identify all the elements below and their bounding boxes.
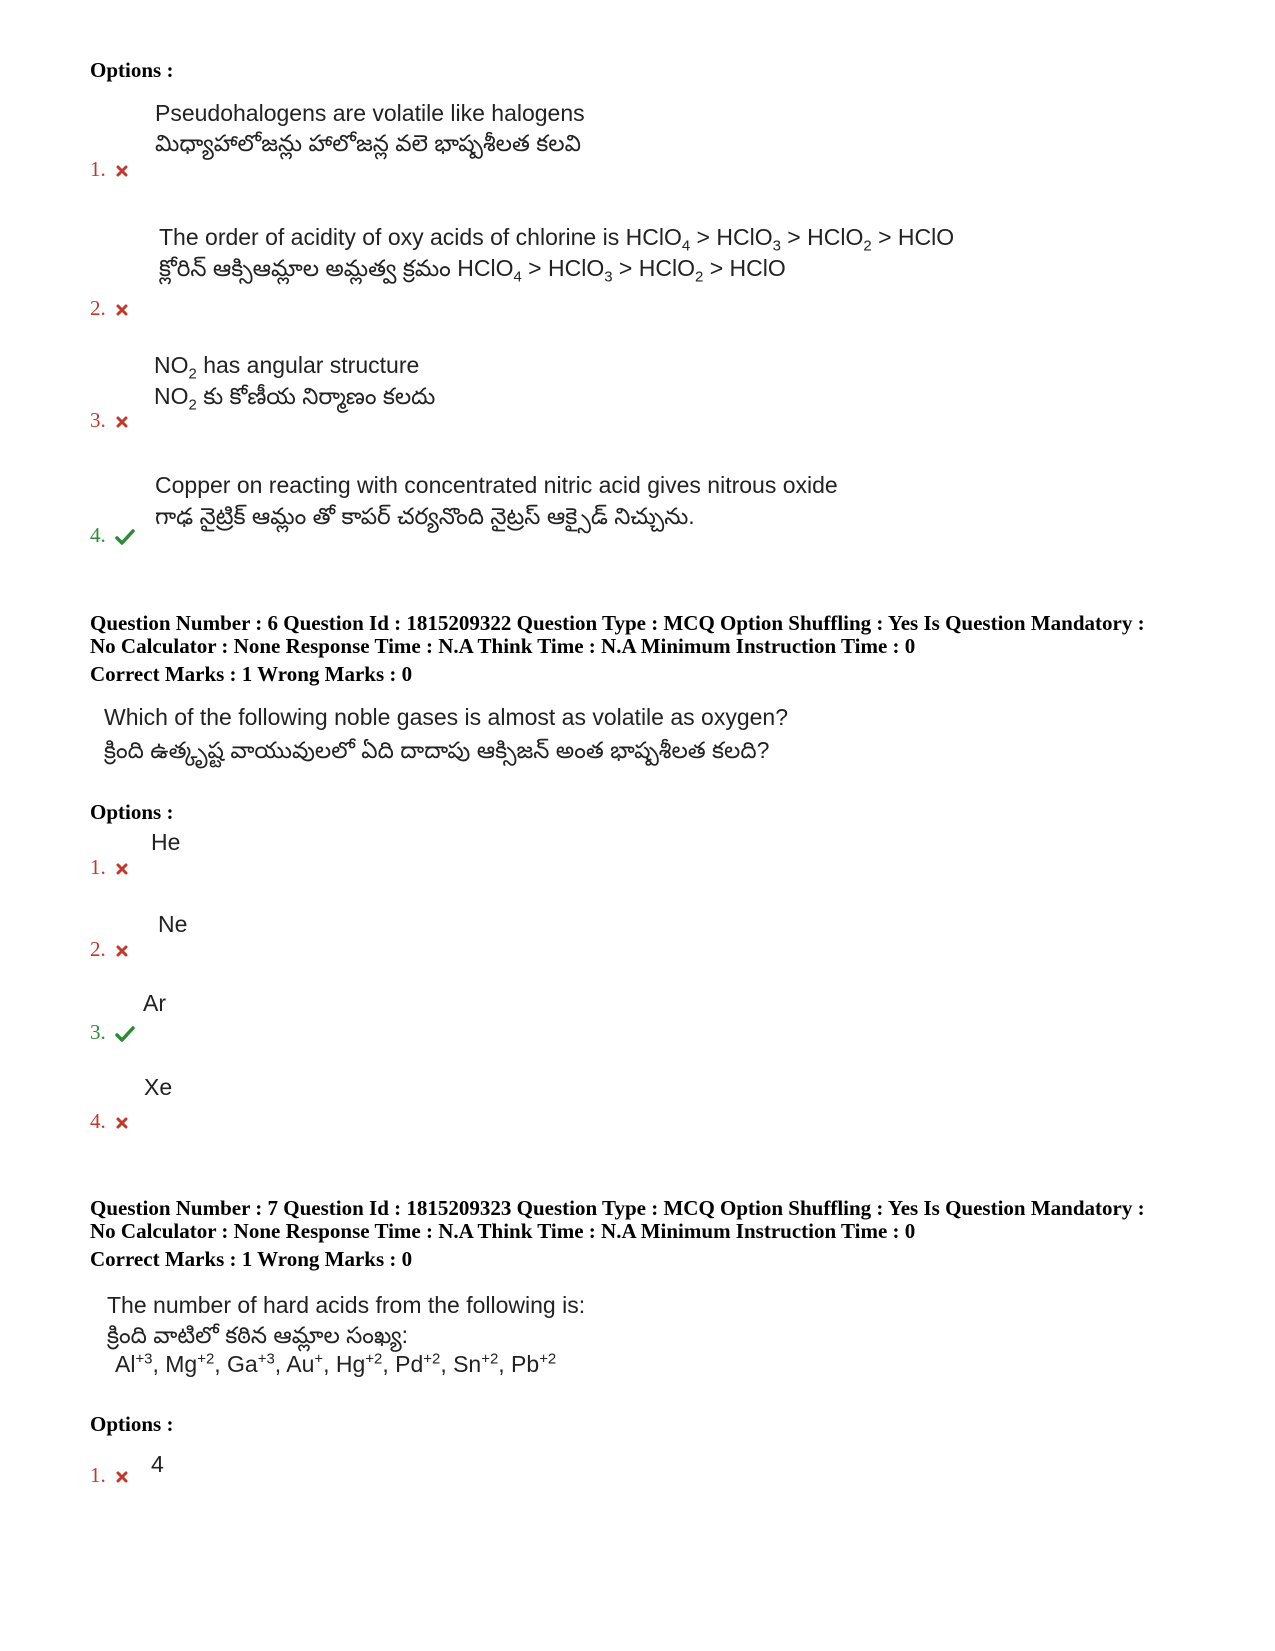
formula-sub: 3 [772, 237, 781, 255]
q7-marks: Correct Marks : 1 Wrong Marks : 0 [90, 1247, 413, 1271]
formula-sub: 3 [604, 268, 613, 286]
q6-option-4-text: Xe [144, 1074, 173, 1100]
option-3-te-suffix: కు కోణీయ నిర్మాణం కలదు [196, 383, 436, 409]
formula-sub: 2 [188, 396, 197, 414]
q6-option-1-text: He [151, 829, 181, 855]
q6-option-2-text: Ne [158, 911, 188, 937]
option-2-text-te [159, 253, 786, 284]
q7-meta-line1: Question Number : 7 Question Id : 1815209323 Question Type : MCQ Option Shuffling : Yes Is Question Mandatory : [90, 1196, 1145, 1220]
formula-part: HClO [548, 255, 605, 281]
option-2-en-prefix: The order of acidity of oxy acids of chlorine is [159, 224, 626, 250]
q6-option-1-marker [90, 855, 129, 879]
ion-sep: , [440, 1351, 454, 1377]
option-number: 3. [90, 1020, 106, 1044]
q7-question-te: క్రింది వాటిలో కఠిన ఆమ్లాల సంఖ్య: [107, 1322, 409, 1348]
q6-meta-line2: No Calculator : None Response Time : N.A Think Time : N.A Minimum Instruction Time : 0 [90, 634, 916, 658]
check-icon [115, 529, 135, 545]
cross-icon [115, 1116, 129, 1130]
option-4-text-te: గాఢ నైట్రిక్ ఆమ్లం తో కాపర్ చర్యనొంది నైట్రస్ ఆక్సైడ్ నిచ్చును. [155, 503, 695, 529]
ion-symbol: Mg [165, 1351, 198, 1377]
formula-part: HClO [638, 255, 695, 281]
ion-sep: , [498, 1351, 512, 1377]
option-number: 4. [90, 523, 106, 547]
ion-symbol: Ga [227, 1351, 258, 1377]
ion-charge: +3 [257, 1350, 275, 1368]
formula-sub: 2 [863, 237, 872, 255]
ion-sep: , [323, 1351, 336, 1377]
option-1-text-te: మిధ్యాహాలోజన్లు హాలోజన్ల వలె భాష్పశీలత కలవి [155, 130, 581, 156]
ion-sep: , [382, 1351, 396, 1377]
formula-sep: > [871, 224, 898, 250]
formula-sub: 4 [681, 237, 691, 255]
q7-option-1-marker [90, 1463, 129, 1487]
formula-part: HClO [716, 224, 773, 250]
q7-meta-line2: No Calculator : None Response Time : N.A Think Time : N.A Minimum Instruction Time : 0 [90, 1219, 916, 1243]
q7-question-en: The number of hard acids from the following is: [107, 1292, 586, 1318]
cross-icon [115, 303, 129, 317]
cross-icon [115, 164, 129, 178]
cross-icon [115, 944, 129, 958]
formula-part: HClO [807, 224, 864, 250]
ion-symbol: Au [286, 1351, 315, 1377]
option-3-text-te [154, 381, 435, 412]
formula-sep: > [612, 255, 639, 281]
ion-symbol: Pb [511, 1351, 540, 1377]
ion-symbol: Hg [335, 1351, 366, 1377]
formula-sep: > [690, 224, 717, 250]
ion-charge: +2 [365, 1350, 383, 1368]
option-number: 1. [90, 1463, 106, 1487]
ion-symbol: Al [115, 1351, 136, 1377]
ion-sep: , [152, 1351, 166, 1377]
options-label: Options : [90, 1412, 174, 1436]
ion-charge: + [314, 1350, 324, 1368]
ion-sep: , [274, 1351, 287, 1377]
cross-icon [115, 415, 129, 429]
formula-part: HClO [625, 224, 682, 250]
option-number: 1. [90, 855, 106, 879]
option-3-text-en [154, 350, 419, 381]
formula-sep: > [703, 255, 730, 281]
cross-icon [115, 862, 129, 876]
option-4-text-en: Copper on reacting with concentrated nitric acid gives nitrous oxide [155, 472, 838, 498]
option-4-marker [90, 523, 135, 547]
q6-marks: Correct Marks : 1 Wrong Marks : 0 [90, 662, 413, 686]
q7-ion-list [115, 1349, 556, 1380]
q6-question-en: Which of the following noble gases is almost as volatile as oxygen? [104, 704, 788, 730]
option-3-en-suffix: has angular structure [196, 352, 420, 378]
formula-part: NO [154, 383, 189, 409]
option-number: 2. [90, 937, 106, 961]
q6-option-3-marker [90, 1020, 135, 1044]
ion-charge: +2 [197, 1350, 215, 1368]
formula-part: HClO [457, 255, 514, 281]
option-3-marker [90, 408, 129, 432]
formula-sep: > [780, 224, 808, 250]
check-icon [115, 1026, 135, 1042]
option-number: 1. [90, 157, 106, 181]
option-number: 2. [90, 296, 106, 320]
ion-charge: +2 [481, 1350, 499, 1368]
formula-part: HClO [897, 224, 955, 250]
option-1-marker [90, 157, 129, 181]
option-1-text-en: Pseudohalogens are volatile like halogens [155, 100, 585, 126]
option-2-marker [90, 296, 129, 320]
option-number: 3. [90, 408, 106, 432]
option-2-te-prefix: క్లోరిన్ ఆక్సిఆమ్లాల అమ్లత్వ క్రమం [159, 255, 458, 281]
formula-sub: 4 [513, 268, 522, 286]
q6-option-4-marker [90, 1109, 129, 1133]
q6-meta-line1: Question Number : 6 Question Id : 1815209322 Question Type : MCQ Option Shuffling : Yes Is Question Mandatory : [90, 611, 1145, 635]
formula-sub: 2 [695, 268, 704, 286]
q6-option-2-marker [90, 937, 129, 961]
formula-part: NO [154, 352, 189, 378]
cross-icon [115, 1470, 129, 1484]
q7-option-1-text: 4 [151, 1451, 164, 1477]
q6-option-3-text: Ar [143, 990, 166, 1016]
ion-sep: , [214, 1351, 228, 1377]
options-label: Options : [90, 58, 174, 82]
q6-question-te: క్రింది ఉత్కృష్ట వాయువులలో ఏది దాదాపు ఆక్సిజన్ అంత భాష్పశీలత కలది? [104, 737, 770, 763]
ion-symbol: Pd [395, 1351, 424, 1377]
options-label: Options : [90, 800, 174, 824]
option-number: 4. [90, 1109, 106, 1133]
ion-charge: +2 [539, 1350, 557, 1368]
formula-sub: 2 [188, 365, 197, 383]
formula-part: HClO [729, 255, 786, 281]
ion-symbol: Sn [453, 1351, 482, 1377]
ion-charge: +3 [135, 1350, 153, 1368]
ion-charge: +2 [423, 1350, 441, 1368]
formula-sep: > [521, 255, 548, 281]
option-2-text-en [159, 222, 954, 253]
